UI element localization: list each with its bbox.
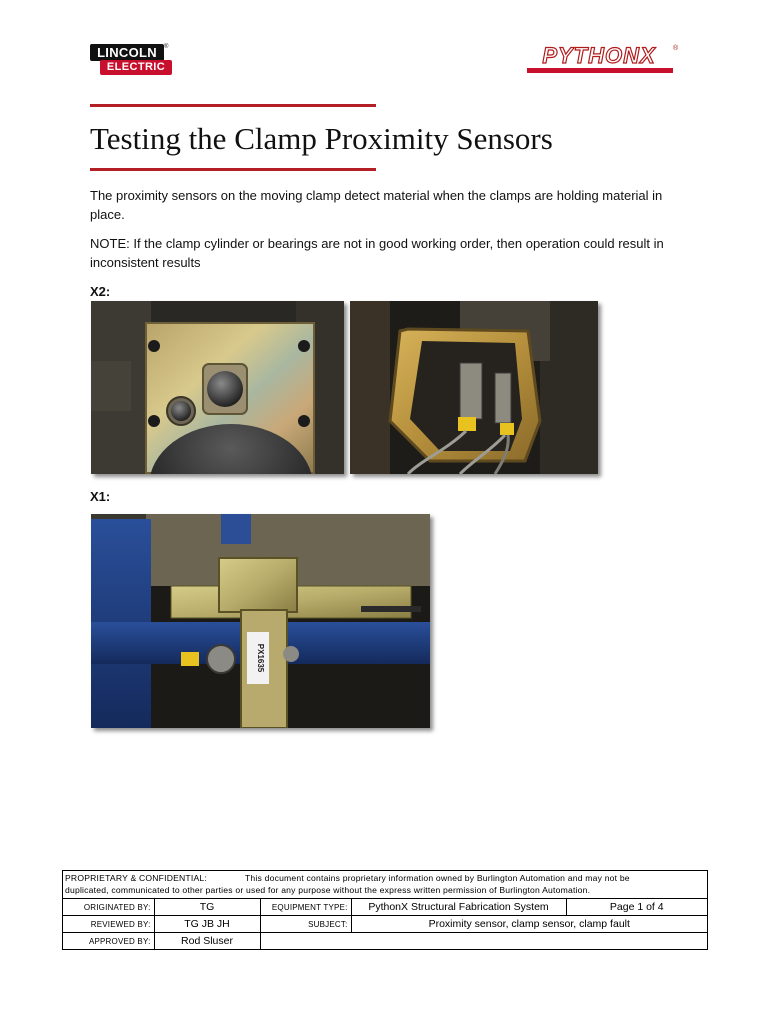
pythonx-logo-bar [527, 68, 673, 73]
pythonx-logo-text: PYTHONX [542, 43, 656, 68]
reviewed-by-label: REVIEWED BY: [63, 916, 154, 933]
table-row [63, 933, 707, 950]
confidentiality-text-2: duplicated, communicated to other parties or used for any purpose without the express written permission of Burlington Automation. [65, 885, 591, 895]
lincoln-electric-logo [90, 44, 172, 75]
title-rule-bottom [90, 168, 376, 171]
note-paragraph: NOTE: If the clamp cylinder or bearings are not in good working order, then operation could result in inconsistent results [90, 236, 664, 270]
table-row [63, 899, 707, 916]
document-footer [62, 870, 708, 950]
originated-by-value: TG [154, 899, 260, 916]
x2-sensor-bracket-photo [350, 301, 598, 474]
page-number: Page 1 of 4 [566, 899, 707, 916]
lincoln-logo-reg: ® [164, 44, 169, 50]
x2-clamp-plate-photo [91, 301, 344, 474]
equipment-type-label: EQUIPMENT TYPE: [260, 899, 351, 916]
approved-by-label: APPROVED BY: [63, 933, 154, 950]
pythonx-logo [524, 45, 679, 75]
reviewed-by-value: TG JB JH [154, 916, 260, 933]
approved-by-empty-cell [260, 933, 707, 950]
confidentiality-label: PROPRIETARY & CONFIDENTIAL: [65, 873, 207, 883]
approved-by-value: Rod Sluser [154, 933, 260, 950]
table-row [63, 916, 707, 933]
document-info-table [63, 899, 707, 949]
x2-label: X2: [90, 284, 111, 299]
pythonx-logo-reg: ® [673, 45, 679, 52]
x1-sticker-label: PX1635 [256, 643, 265, 673]
subject-value: Proximity sensor, clamp sensor, clamp fault [351, 916, 707, 933]
equipment-type-value: PythonX Structural Fabrication System [351, 899, 566, 916]
page-title: Testing the Clamp Proximity Sensors [90, 121, 553, 156]
lincoln-logo-line2: ELECTRIC [100, 60, 172, 75]
confidentiality-text-1: This document contains proprietary information owned by Burlington Automation and may not be [244, 873, 630, 883]
x1-clamp-sensor-photo [91, 514, 430, 728]
originated-by-label: ORIGINATED BY: [63, 899, 154, 916]
confidentiality-notice [63, 871, 707, 899]
subject-label: SUBJECT: [260, 916, 351, 933]
intro-paragraph: The proximity sensors on the moving clamp detect material when the clamps are holding material in place. [90, 188, 663, 222]
x1-label: X1: [90, 489, 111, 504]
lincoln-logo-line1: LINCOLN [90, 44, 164, 61]
title-rule-top [90, 104, 376, 107]
